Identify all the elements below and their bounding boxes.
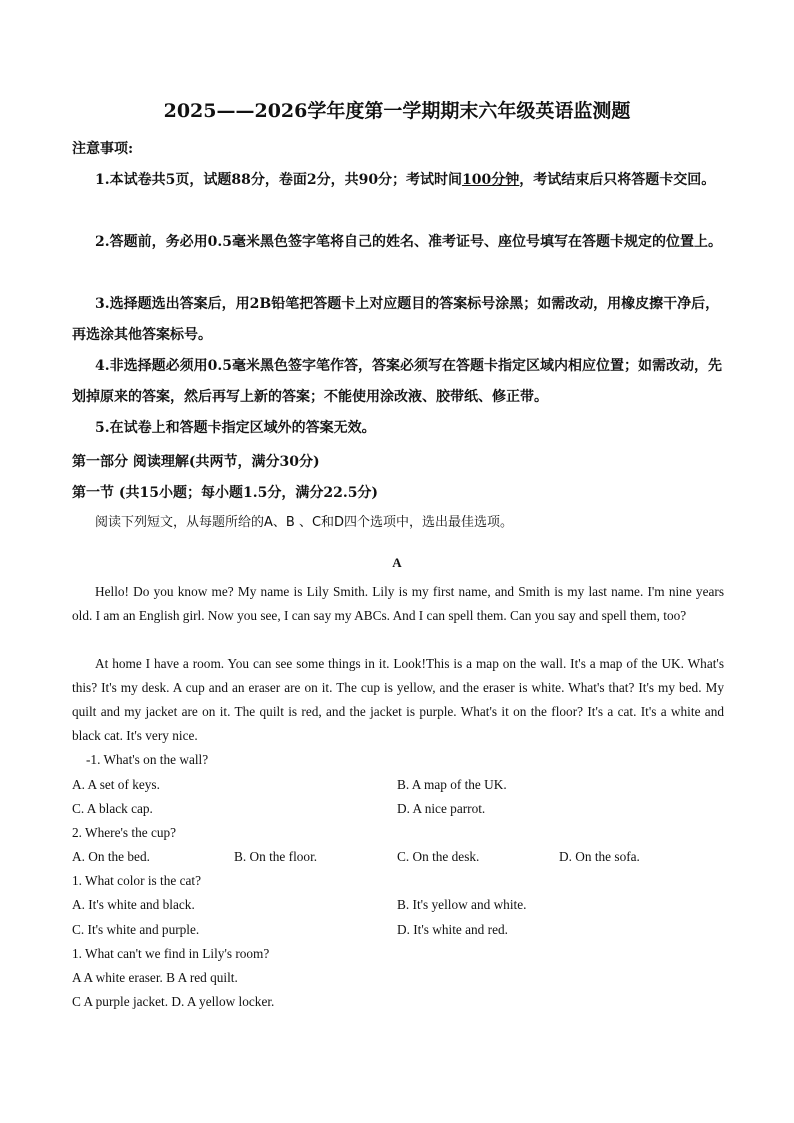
note-1-exam-duration: 100分钟	[462, 172, 520, 188]
question-2-stem: 2. Where's the cup?	[72, 825, 177, 840]
question-1-option-d: D. A nice parrot.	[397, 801, 486, 816]
question-3-option-a: A. It's white and black.	[72, 897, 195, 912]
question-4-stem: 1. What can't we find in Lily's room?	[72, 946, 270, 961]
note-5: 5.在试卷上和答题卡指定区域外的答案无效。	[95, 420, 376, 436]
question-2-option-a: A. On the bed.	[72, 849, 150, 864]
section-heading: 第一节 (共15小题；每小题1.5分，满分22.5分)	[72, 485, 379, 501]
question-1-option-b: B. A map of the UK.	[397, 777, 507, 792]
note-1	[72, 165, 724, 196]
instruction-text: 阅读下列短文，从每题所给的A、B 、C和D四个选项中，选出最佳选项。	[95, 515, 514, 530]
note-3: 3.选择题选出答案后，用2B铅笔把答题卡上对应题目的答案标号涂黑；如需改动，用橡皮擦干净后，再选涂其他答案标号。	[72, 296, 720, 343]
note-1-text-a: 1.本试卷共5页，试题88分，卷面2分，共90分；考试时间	[95, 172, 463, 188]
passage-label: A	[392, 555, 402, 570]
question-2-option-b: B. On the floor.	[234, 849, 318, 864]
note-1-text-b: ，考试结束后只将答题卡交回。	[519, 172, 716, 188]
question-4-options-ab: A A white eraser. B A red quilt.	[72, 970, 238, 985]
question-3-stem: 1. What color is the cat?	[72, 873, 201, 888]
question-4-options-cd: C A purple jacket. D. A yellow locker.	[72, 994, 275, 1009]
passage-paragraph-1: Hello! Do you know me? My name is Lily Smith. Lily is my first name, and Smith is my last name. I'm nine years old. I am an English girl. Now you see, I can say my ABCs. And I can spell them. Can you say and spell them, too?	[72, 584, 724, 623]
question-3-option-b: B. It's yellow and white.	[397, 897, 527, 912]
question-1-option-c: C. A black cap.	[72, 801, 153, 816]
question-3-option-d: D. It's white and red.	[397, 922, 508, 937]
note-4: 4.非选择题必须用0.5毫米黑色签字笔作答，答案必须写在答题卡指定区域内相应位置；如需改动，先划掉原来的答案，然后再写上新的答案；不能使用涂改液、胶带纸、修正带。	[72, 358, 722, 405]
exam-title: 2025——2026学年度第一学期期末六年级英语监测题	[163, 100, 631, 122]
question-1-stem: -1. What's on the wall?	[86, 752, 209, 767]
notes-heading: 注意事项:	[72, 141, 134, 157]
note-2: 2.答题前，务必用0.5毫米黑色签字笔将自己的姓名、准考证号、座位号填写在答题卡规定的位置上。	[95, 234, 722, 250]
part-heading: 第一部分 阅读理解(共两节，满分30分)	[72, 454, 320, 470]
question-3-option-c: C. It's white and purple.	[72, 922, 200, 937]
question-2-option-d: D. On the sofa.	[559, 849, 640, 864]
question-2-option-c: C. On the desk.	[397, 849, 480, 864]
question-1-option-a: A. A set of keys.	[72, 777, 160, 792]
passage-paragraph-2: At home I have a room. You can see some things in it. Look!This is a map on the wall. It's a map of the UK. What's this? It's my desk. A cup and an eraser are on it. The cup is yellow, and the eraser is white. What's that? It's my bed. My quilt and my jacket are on it. The quilt is red, and the jacket is purple. What's it on the floor? It's a cat. It's a white and black cat. It's very nice.	[72, 656, 724, 743]
